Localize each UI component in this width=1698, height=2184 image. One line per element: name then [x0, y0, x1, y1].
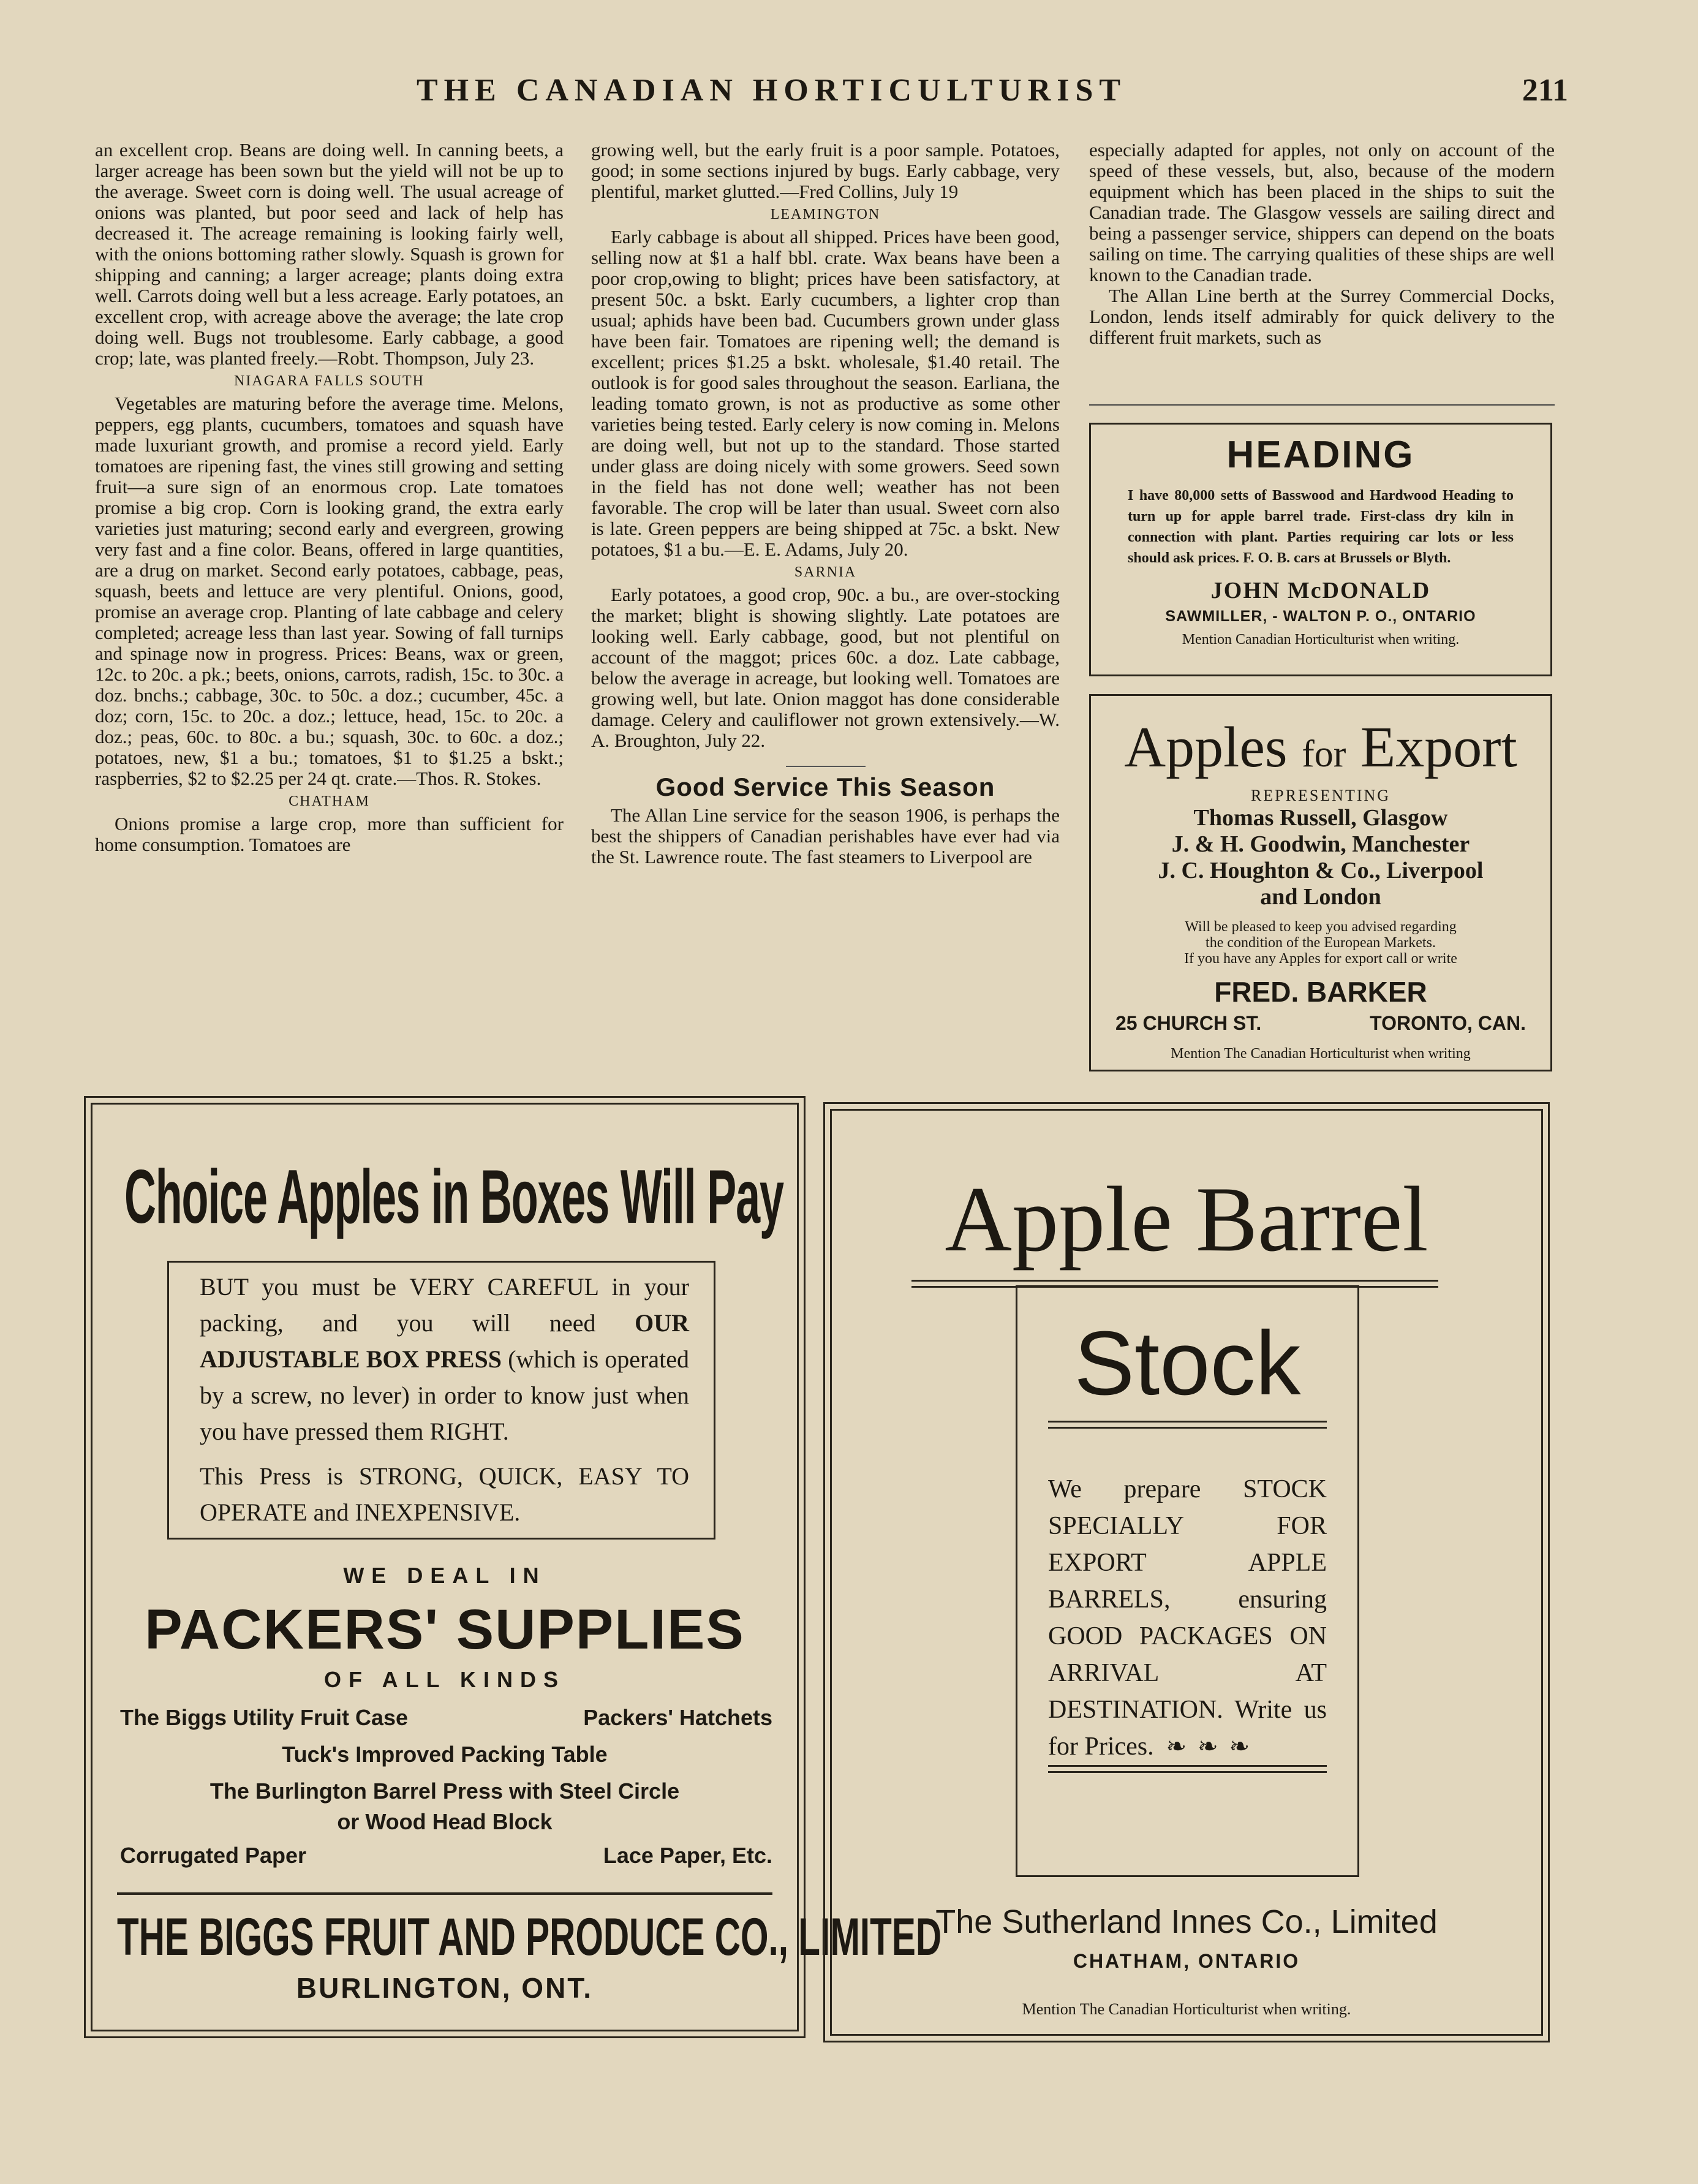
divider	[1048, 1771, 1327, 1773]
firm-name: J. C. Houghton & Co., Liverpool	[1158, 858, 1484, 883]
divider	[1089, 404, 1555, 406]
section-heading: LEAMINGTON	[770, 206, 881, 222]
product-item: Tuck's Improved Packing Table	[282, 1742, 608, 1767]
biggs-advertisement	[91, 1103, 942, 2031]
column-3	[1089, 140, 1555, 348]
section-heading: NIAGARA FALLS SOUTH	[234, 373, 424, 389]
advertiser-address: SAWMILLER, - WALTON P. O., ONTARIO	[1165, 608, 1476, 625]
divider	[1048, 1421, 1327, 1423]
ad-headline: Apple Barrel	[945, 1168, 1428, 1271]
ad-body: This Press is STRONG, QUICK, EASY TO OPERATE and INEXPENSIVE.	[200, 1462, 689, 1526]
mention-note: Mention The Canadian Horticulturist when writing	[1171, 1046, 1471, 1062]
column-2	[591, 140, 1060, 867]
ad-title: HEADING	[1226, 434, 1415, 476]
publication-title: THE CANADIAN HORTICULTURIST	[417, 73, 1127, 108]
firm-name: Thomas Russell, Glasgow	[1193, 805, 1448, 831]
advertiser-name: JOHN McDONALD	[1210, 578, 1431, 603]
ad-note	[1115, 919, 1526, 967]
all-kinds-label: OF ALL KINDS	[324, 1667, 565, 1692]
page-number: 211	[1522, 73, 1568, 108]
company-name: THE BIGGS FRUIT AND PRODUCE CO., LIMITED	[117, 1908, 942, 1967]
city-address: TORONTO, CAN.	[1370, 1012, 1526, 1034]
section-heading: CHATHAM	[289, 793, 370, 809]
company-city: CHATHAM, ONTARIO	[1073, 1950, 1300, 1972]
paragraph: Vegetables are maturing before the average time. Melons, peppers, egg plants, cucumbers, tomatoes and squash have made luxuriant growth, and promise a record yield. Early tomatoes are ripening fast, the vines still growing and setting fruit—a sure sign of an enormous crop. Late tomatoes promise a big crop. Corn is looking grand, the extra early varieties just maturing; second early and evergreen, growing very fast and a fine color. Beans, offered in large quantities, are a drug on market. Second early potatoes, cabbage, peas, squash, beets and lettuce are very plentiful. Onions, good, promise an average crop. Planting of late cabbage and celery completed; acreage less than last year. Sowing of fall turnips and spinage now in progress. Prices: Beans, wax or green, 12c. to 20c. a pk.; beets, onions, carrots, radish, 15c. to 30c. a doz. bnchs.; cabbage, 30c. to 50c. a doz.; cucumber, 45c. a doz; corn, 15c. to 20c. a doz.; lettuce, head, 15c. to 20c. a doz.; peas, 60c. to 80c. a bu.; squash, 30c. to 60c. a doz.; potatoes, new, $1 a bu.; tomatoes, $1 to $1.25 a bskt.; raspberries, $2 to $2.25 per 24 qt. crate.—Thos. R. Stokes.	[95, 393, 564, 789]
paragraph: an excellent crop. Beans are doing well. In canning beets, a larger acreage has been sown but the yield will not be up to the average. Sweet corn is doing well. The usual acreage of onions was planted, but poor seed and lack of help has decreased it. The acreage remaining is looking fairly well, with the onions bottoming rather slowly. Squash is grown for shipping and canning; a larger acreage; plants doing extra well. Carrots doing well but a less acreage. Early potatoes, an excellent crop, with acreage above the average; the late crop doing well. Bugs not troublesome. Early cabbage, a good crop; late, was planted freely.—Robt. Thompson, July 23.	[95, 139, 564, 369]
paragraph: Onions promise a large crop, more than sufficient for home consumption. Tomatoes are	[95, 813, 564, 855]
ad-body	[200, 1269, 689, 1449]
column-1	[95, 140, 564, 855]
ad-note-line: Will be pleased to keep you advised regarding	[1185, 919, 1457, 935]
ad-body: I have 80,000 setts of Basswood and Hardwood Heading to turn up for apple barrel trade. First-class dry kiln in connection with plant. Parties requiring car lots or less should ask prices. F. O. B. cars at Brussels or Blyth.	[1128, 488, 1514, 566]
stock-heading: Stock	[1074, 1313, 1301, 1414]
ad-inner-box	[167, 1261, 715, 1540]
paragraph: Early potatoes, a good crop, 90c. a bu., are over-stocking the market; blight is showing slightly. Late potatoes are looking well. Early cabbage, good, but not plentiful on account of the maggot; prices 60c. a doz. Late cabbage, below the average in acreage, but looking well. Tomatoes are growing well, but late. Onion maggot has done considerable damage. Celery and cauliflower not grown extensively.—W. A. Broughton, July 22.	[591, 584, 1060, 751]
ad-note-line: If you have any Apples for export call or write	[1184, 951, 1457, 967]
divider	[1048, 1765, 1327, 1767]
paragraph: especially adapted for apples, not only on account of the speed of these vessels, but, also, because of the modern equipment which has been placed in the ships to suit the Canadian trade. The Glasgow vessels are sailing direct and being a passenger service, shippers can depend on the boats sailing on time. The carrying qualities of these ships are well known to the Canadian trade.	[1089, 139, 1555, 285]
mention-note: Mention The Canadian Horticulturist when writing.	[1022, 2000, 1351, 2018]
ad-headline: Choice Apples in Boxes Will Pay	[124, 1155, 783, 1239]
ad-title-part: Apples	[1124, 716, 1288, 779]
ad-note-line: the condition of the European Markets.	[1206, 935, 1436, 951]
divider	[1048, 1427, 1327, 1429]
ad-text: BUT you must be VERY CAREFUL in your packing, and you will need	[200, 1273, 689, 1337]
leaf-ornament-icon: ❧❧❧	[1166, 1732, 1261, 1760]
ad-text: We prepare STOCK SPECIALLY FOR EXPORT APPLE BARRELS, ensuring GOOD PACKAGES ON ARRIVAL AT DESTINATION. Write us for Prices.	[1048, 1475, 1327, 1761]
paragraph: Early cabbage is about all shipped. Prices have been good, selling now at $1 a half bbl. crate. Wax beans have been a poor crop,owing to blight; prices have been satisfactory, at present 50c. a bskt. Early cucumbers, a lighter crop than usual; aphids have been bad. Cucumbers grown under glass have been fair. Tomatoes are ripening well; the demand is excellent; prices $1.25 a bskt. wholesale, $1.40 retail. The outlook is for good sales throughout the season. Earliana, the leading tomato grown, is not as productive as some other varieties being tested. Early celery is now coming in. Melons are doing well, but not up to the standard. Those started under glass are doing nicely with some growers. Seed sown in the field has not done well; weather has not been favorable. The crop will be later than usual. Sweet corn also is late. Green peppers are being shipped at 75c. a bskt. New potatoes, $1 a bu.—E. E. Adams, July 20.	[591, 226, 1060, 560]
company-city: BURLINGTON, ONT.	[296, 1972, 594, 2004]
product-name: OUR ADJUSTABLE BOX PRESS	[200, 1309, 689, 1373]
divider	[117, 1892, 772, 1895]
advertiser-address	[1091, 1012, 1550, 1035]
heading-advertisement	[1089, 423, 1552, 676]
page-header	[92, 72, 1568, 121]
article-title: Good Service This Season	[655, 773, 995, 801]
ad-title-part: Export	[1360, 716, 1517, 779]
packers-supplies-heading: PACKERS' SUPPLIES	[145, 1598, 745, 1661]
mention-note: Mention Canadian Horticulturist when writing.	[1182, 632, 1460, 648]
paragraph: The Allan Line berth at the Surrey Commercial Docks, London, lends itself admirably for quick delivery to the different fruit markets, such as	[1089, 285, 1555, 348]
firm-name: and London	[1260, 884, 1381, 910]
divider	[911, 1280, 1438, 1282]
we-deal-label: WE DEAL IN	[343, 1563, 546, 1588]
street-address: 25 CHURCH ST.	[1115, 1012, 1262, 1034]
paragraph: growing well, but the early fruit is a poor sample. Potatoes, good; in some sections injured by bugs. Early cabbage, very plentiful, market glutted.—Fred Collins, July 19	[591, 139, 1060, 202]
product-item: Corrugated Paper	[120, 1843, 307, 1868]
apple-barrel-advertisement	[830, 1109, 1543, 2036]
product-item: or Wood Head Block	[337, 1809, 553, 1834]
ad-body	[1048, 1471, 1327, 1765]
ad-title-part: for	[1302, 733, 1346, 775]
product-item: Lace Paper, Etc.	[603, 1843, 772, 1868]
ad-inner-box	[1016, 1285, 1359, 1877]
ad-title	[1091, 714, 1550, 780]
firm-name: J. & H. Goodwin, Manchester	[1171, 831, 1470, 857]
representing-label: REPRESENTING	[1250, 787, 1391, 804]
company-name: The Sutherland Innes Co., Limited	[935, 1903, 1438, 1940]
section-heading: SARNIA	[794, 564, 857, 580]
product-item: The Burlington Barrel Press with Steel Circle	[209, 1778, 680, 1804]
apples-export-advertisement	[1089, 694, 1552, 1071]
product-item: The Biggs Utility Fruit Case	[120, 1705, 409, 1730]
divider	[786, 766, 866, 767]
ad-text: (which is operated by a screw, no lever) in order to know just when you have pressed them RIGHT.	[200, 1345, 689, 1445]
advertiser-name: FRED. BARKER	[1214, 976, 1427, 1008]
product-item: Packers' Hatchets	[583, 1705, 772, 1730]
paragraph: The Allan Line service for the season 1906, is perhaps the best the shippers of Canadian perishables have ever had via the St. Lawrence route. The fast steamers to Liverpool are	[591, 804, 1060, 867]
